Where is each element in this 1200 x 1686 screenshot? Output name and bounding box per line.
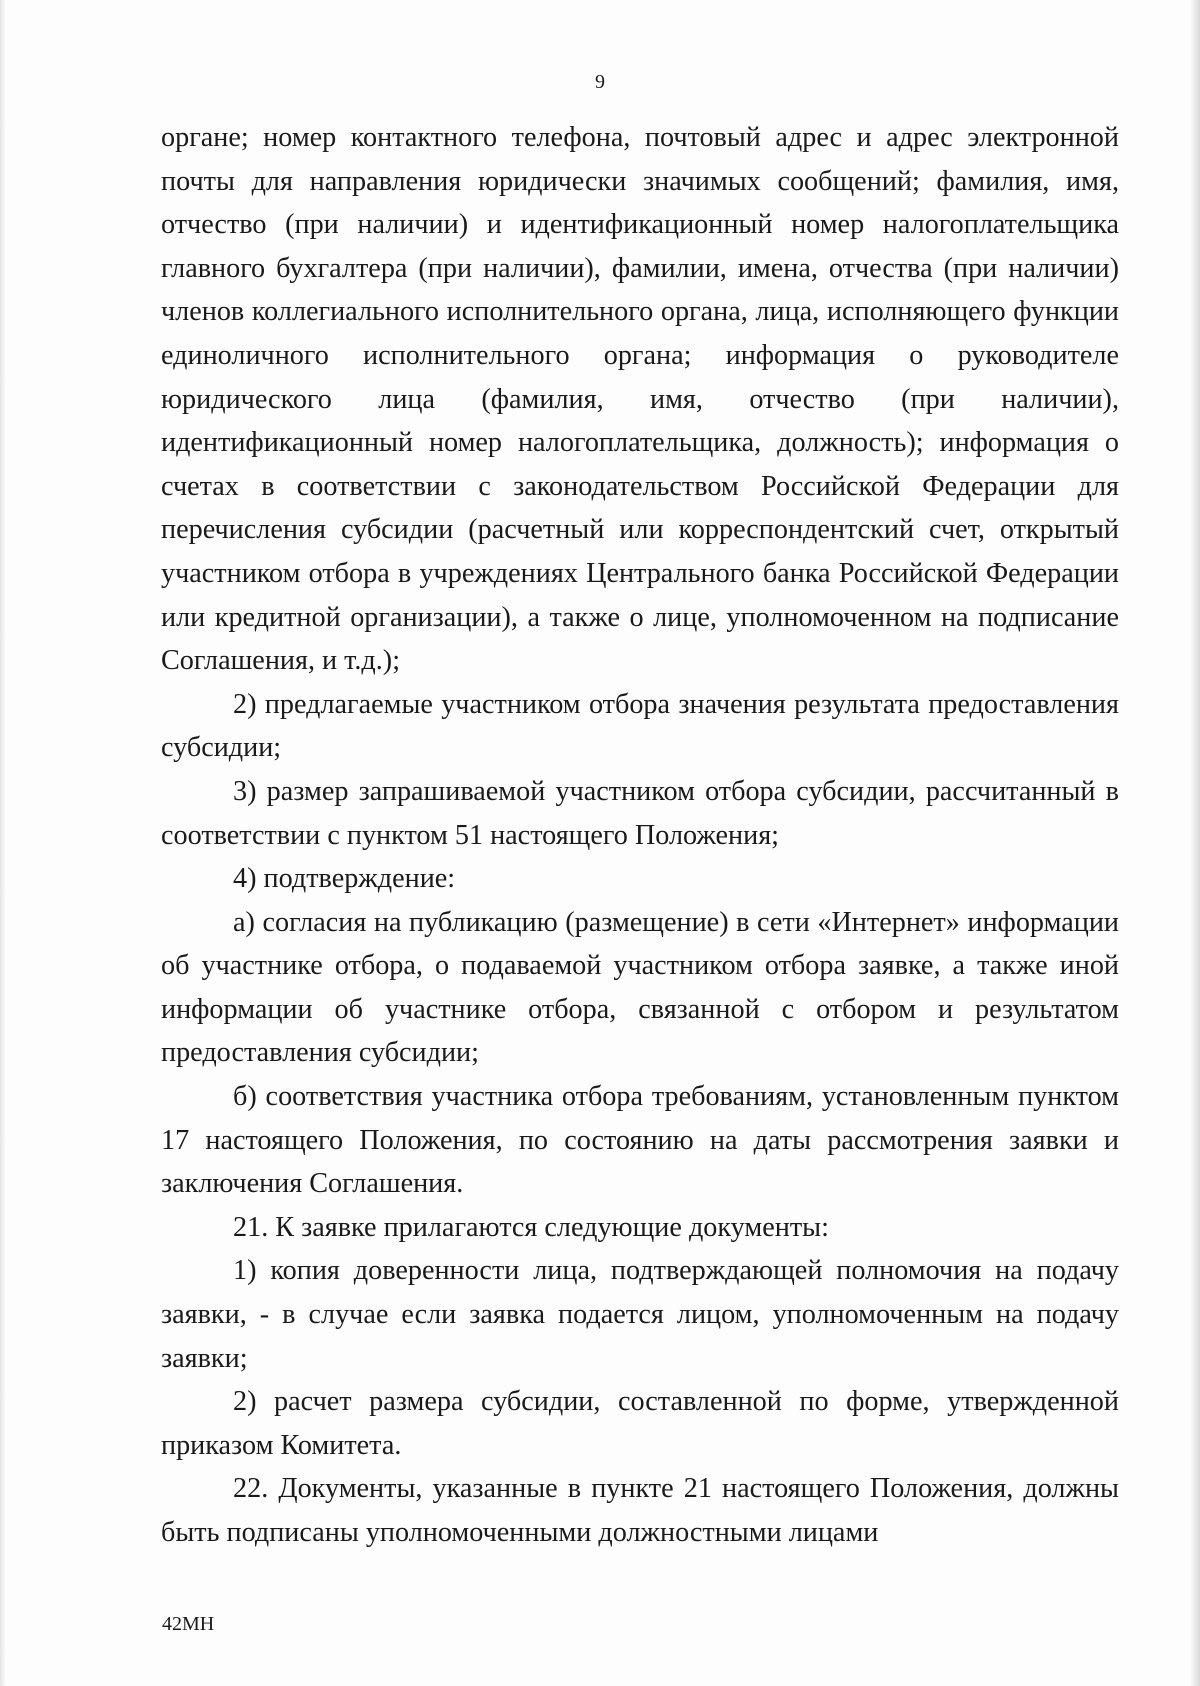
scan-edge-left — [0, 0, 6, 1686]
paragraph-continuation: органе; номер контактного телефона, почтовый адрес и адрес электронной почты для направления юридически значимых сообщений; фамилия, имя, отчество (при наличии) и идентификационный номер налогоплательщика главного бухгалтера (при наличии), фамилии, имена, отчества (при наличии) членов коллегиального исполнительного органа, лица, исполняющего функции единоличного исполнительного органа; информация о руководителе юридического лица (фамилия, имя, отчество (при наличии), идентификационный номер налогоплательщика, должность); информация о счетах в соответствии с законодательством Российской Федерации для перечисления субсидии (расчетный или корреспондентский счет, открытый участником отбора в учреждениях Центрального банка Российской Федерации или кредитной организации), а также о лице, уполномоченном на подписание Соглашения, и т.д.); — [161, 122, 1119, 677]
paragraph-clause-21-item-2: 2) расчет размера субсидии, составленной по форме, утвержденной приказом Комитета. — [161, 1386, 1119, 1461]
paragraph-subitem-b: б) соответствия участника отбора требованиям, установленным пунктом 17 настоящего Положения, по состоянию на даты рассмотрения заявки и заключения Соглашения. — [161, 1081, 1119, 1200]
paragraph-subitem-a: а) согласия на публикацию (размещение) в сети «Интернет» информации об участнике отбора, о подаваемой участником отбора заявке, а также иной информации об участнике отбора, связанной с отбором и результатом предоставления субсидии; — [161, 906, 1119, 1069]
paragraph-clause-22: 22. Документы, указанные в пункте 21 настоящего Положения, должны быть подписаны уполномоченными должностными лицами — [161, 1473, 1119, 1548]
paragraph-clause-21-item-1: 1) копия доверенности лица, подтверждающей полномочия на подачу заявки, - в случае если заявка подается лицом, уполномоченным на подачу заявки; — [161, 1255, 1119, 1374]
paragraph-item-4: 4) подтверждение: — [233, 863, 456, 895]
footer-document-code: 42МН — [162, 1613, 215, 1635]
paragraph-item-3: 3) размер запрашиваемой участником отбора субсидии, рассчитанный в соответствии с пунктом 51 настоящего Положения; — [161, 775, 1119, 851]
scan-edge-right — [1190, 0, 1200, 1686]
paragraph-item-2: 2) предлагаемые участником отбора значения результата предоставления субсидии; — [161, 688, 1119, 764]
document-body — [161, 116, 1119, 1555]
paragraph-clause-21: 21. К заявке прилагаются следующие документы: — [233, 1211, 829, 1243]
page-number: 9 — [595, 71, 605, 93]
